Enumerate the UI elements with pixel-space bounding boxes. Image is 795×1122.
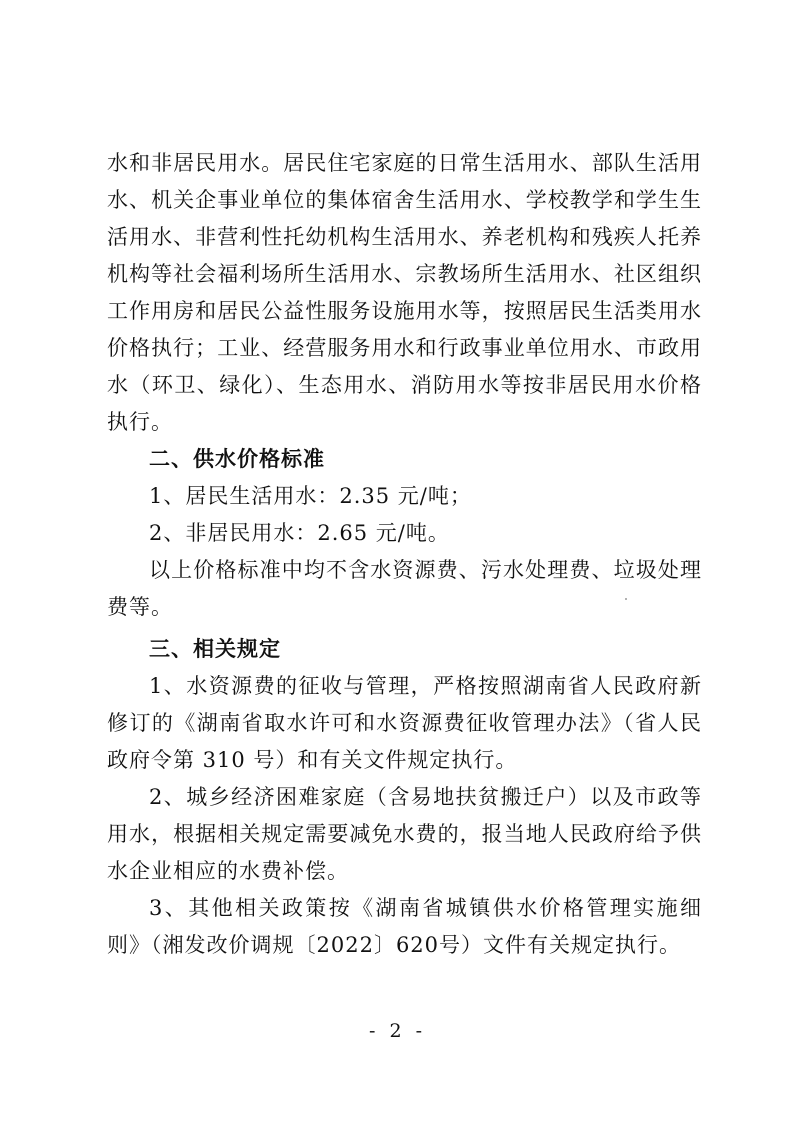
section-heading-regulations: 三、相关规定	[149, 637, 281, 661]
regulation-item-2: 2、城乡经济困难家庭（含易地扶贫搬迁户）以及市政等用水，根据相关规定需要减免水费的，报当地人民政府给予供水企业相应的水费补偿。	[107, 785, 702, 883]
scan-speck	[625, 598, 627, 600]
intro-paragraph: 水和非居民用水。居民住宅家庭的日常生活用水、部队生活用水、机关企事业单位的集体宿舍生活用水、学校教学和学生生活用水、非营利性托幼机构生活用水、养老机构和残疾人托养机构等社会福利场所生活用水、宗教场所生活用水、社区组织工作用房和居民公益性服务设施用水等，按照居民生活类用水价格执行；工业、经营服务用水和行政事业单位用水、市政用水（环卫、绿化）、生态用水、消防用水等按非居民用水价格执行。	[107, 151, 702, 434]
regulation-item-3: 3、其他相关政策按《湖南省城镇供水价格管理实施细则》（湘发改价调规〔2022〕620号）文件有关规定执行。	[107, 896, 702, 957]
price-note: 以上价格标准中均不含水资源费、污水处理费、垃圾处理费等。	[107, 558, 702, 619]
price-item-residential: 1、居民生活用水：2.35 元/吨；	[149, 484, 472, 508]
document-body	[107, 145, 702, 964]
section-heading-price-standard: 二、供水价格标准	[149, 447, 325, 471]
price-item-non-residential: 2、非居民用水：2.65 元/吨。	[149, 521, 450, 545]
page-number: - 2 -	[368, 1020, 426, 1042]
regulation-item-1: 1、水资源费的征收与管理，严格按照湖南省人民政府新修订的《湖南省取水许可和水资源费征收管理办法》（省人民政府令第 310 号）和有关文件规定执行。	[107, 674, 702, 772]
